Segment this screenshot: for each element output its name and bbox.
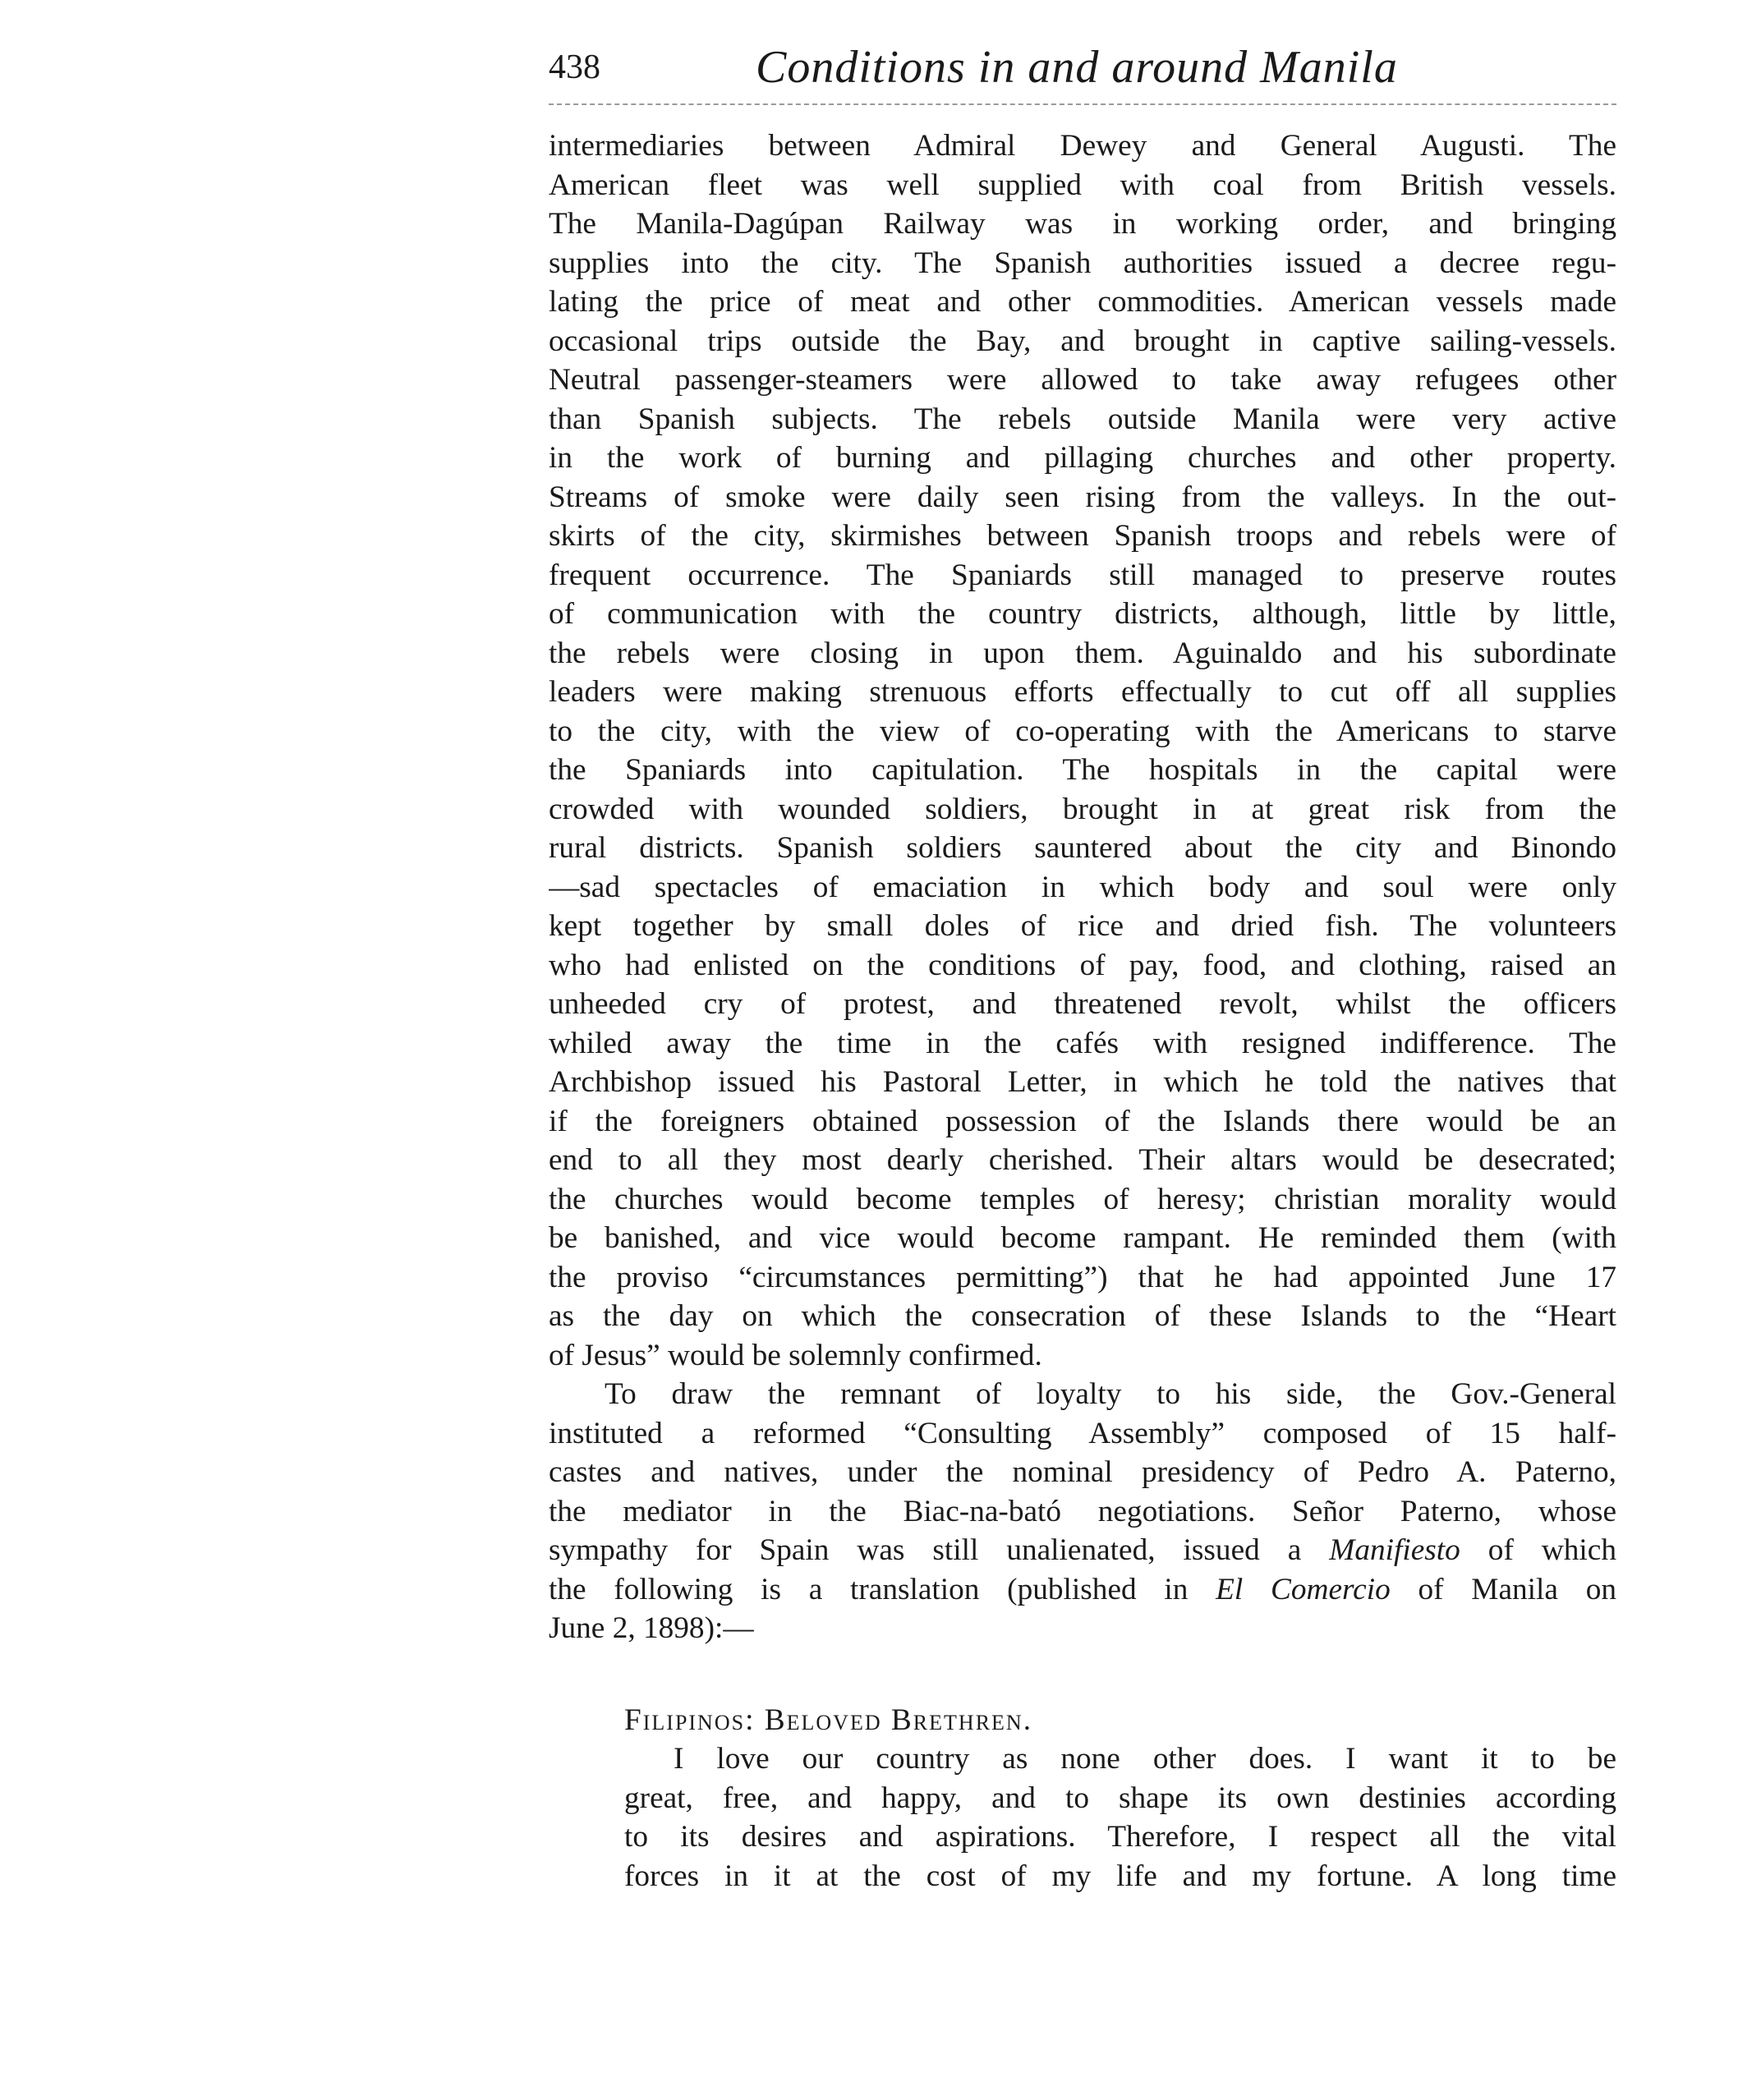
text-line: leaders were making strenuous efforts effectually to cut off all supplies [549, 675, 1616, 709]
page-number: 438 [549, 48, 600, 86]
text-line: crowded with wounded soldiers, brought in at great risk from the [549, 792, 1616, 826]
text-line: the churches would become temples of heresy; christian morality would [549, 1182, 1616, 1216]
text-line [549, 1531, 1616, 1570]
text-line: whiled away the time in the cafés with resigned indifference. The [549, 1026, 1616, 1060]
quoted-manifesto [549, 1701, 1616, 1896]
text-line: supplies into the city. The Spanish authorities issued a decree regu- [549, 246, 1616, 280]
text-line: unheeded cry of protest, and threatened revolt, whilst the officers [549, 987, 1616, 1021]
header-rule [549, 103, 1616, 105]
text-segment: the following is a translation (published in [549, 1572, 1216, 1606]
text-line: great, free, and happy, and to shape its own destinies according [624, 1781, 1616, 1815]
text-line: To draw the remnant of loyalty to his side, the Gov.-General [605, 1377, 1616, 1411]
text-line: end to all they most dearly cherished. Their altars would be desecrated; [549, 1143, 1616, 1177]
text-line: be banished, and vice would become rampant. He reminded them (with [549, 1221, 1616, 1255]
text-line: of Jesus” would be solemnly confirmed. [549, 1338, 1042, 1372]
text-line: Neutral passenger-steamers were allowed to take away refugees other [549, 363, 1616, 397]
text-line: to its desires and aspirations. Therefore, I respect all the vital [624, 1820, 1616, 1854]
text-line: if the foreigners obtained possession of the Islands there would be an [549, 1104, 1616, 1138]
text-line: June 2, 1898):— [549, 1611, 754, 1645]
text-line: kept together by small doles of rice and dried fish. The volunteers [549, 909, 1616, 943]
text-line: occasional trips outside the Bay, and brought in captive sailing-vessels. [549, 324, 1616, 358]
text-line: the rebels were closing in upon them. Aguinaldo and his subordinate [549, 636, 1616, 670]
text-line: skirts of the city, skirmishes between Spanish troops and rebels were of [549, 519, 1616, 553]
text-line: forces in it at the cost of my life and my fortune. A long time [624, 1859, 1616, 1893]
text-line: to the city, with the view of co-operating with the Americans to starve [549, 714, 1616, 748]
text-line: castes and natives, under the nominal presidency of Pedro A. Paterno, [549, 1455, 1616, 1489]
text-line: who had enlisted on the conditions of pay, food, and clothing, raised an [549, 948, 1616, 982]
salutation: Filipinos: Beloved Brethren. [624, 1703, 1033, 1737]
text-line: Streams of smoke were daily seen rising from the valleys. In the out- [549, 480, 1616, 514]
text-line: rural districts. Spanish soldiers sauntered about the city and Binondo [549, 831, 1616, 865]
text-line: as the day on which the consecration of these Islands to the “Heart [549, 1299, 1616, 1333]
italic-title: El Comercio [1216, 1572, 1391, 1606]
text-segment: of Manila on [1390, 1572, 1616, 1606]
text-line: instituted a reformed “Consulting Assembly” composed of 15 half- [549, 1416, 1616, 1450]
text-segment: of which [1460, 1533, 1616, 1567]
section-spacer [549, 1648, 1616, 1701]
text-line: I love our country as none other does. I want it to be [674, 1742, 1616, 1776]
text-line: the mediator in the Biac-na-bató negotiations. Señor Paterno, whose [549, 1494, 1616, 1528]
text-line: the Spaniards into capitulation. The hospitals in the capital were [549, 753, 1616, 787]
text-line: —sad spectacles of emaciation in which body and soul were only [549, 870, 1616, 904]
text-segment: sympathy for Spain was still unalienated, issued a [549, 1533, 1330, 1567]
paragraph-2 [549, 1375, 1616, 1648]
italic-title: Manifiesto [1329, 1533, 1460, 1567]
text-line: American fleet was well supplied with coal from British vessels. [549, 168, 1616, 202]
text-line [549, 1570, 1616, 1610]
text-line: lating the price of meat and other commodities. American vessels made [549, 285, 1616, 319]
text-line: intermediaries between Admiral Dewey and General Augusti. The [549, 129, 1616, 163]
paragraph-1 [549, 126, 1616, 1375]
running-title: Conditions in and around Manila [756, 42, 1398, 93]
text-line: the proviso “circumstances permitting”) that he had appointed June 17 [549, 1260, 1616, 1294]
body-text [549, 126, 1616, 1896]
text-line: Archbishop issued his Pastoral Letter, in which he told the natives that [549, 1065, 1616, 1099]
running-header [549, 43, 1616, 100]
text-line: than Spanish subjects. The rebels outside Manila were very active [549, 402, 1616, 436]
text-line: frequent occurrence. The Spaniards still managed to preserve routes [549, 558, 1616, 592]
text-line: in the work of burning and pillaging churches and other property. [549, 441, 1616, 475]
text-line: of communication with the country districts, although, little by little, [549, 597, 1616, 631]
text-line: The Manila-Dagúpan Railway was in working order, and bringing [549, 207, 1616, 241]
